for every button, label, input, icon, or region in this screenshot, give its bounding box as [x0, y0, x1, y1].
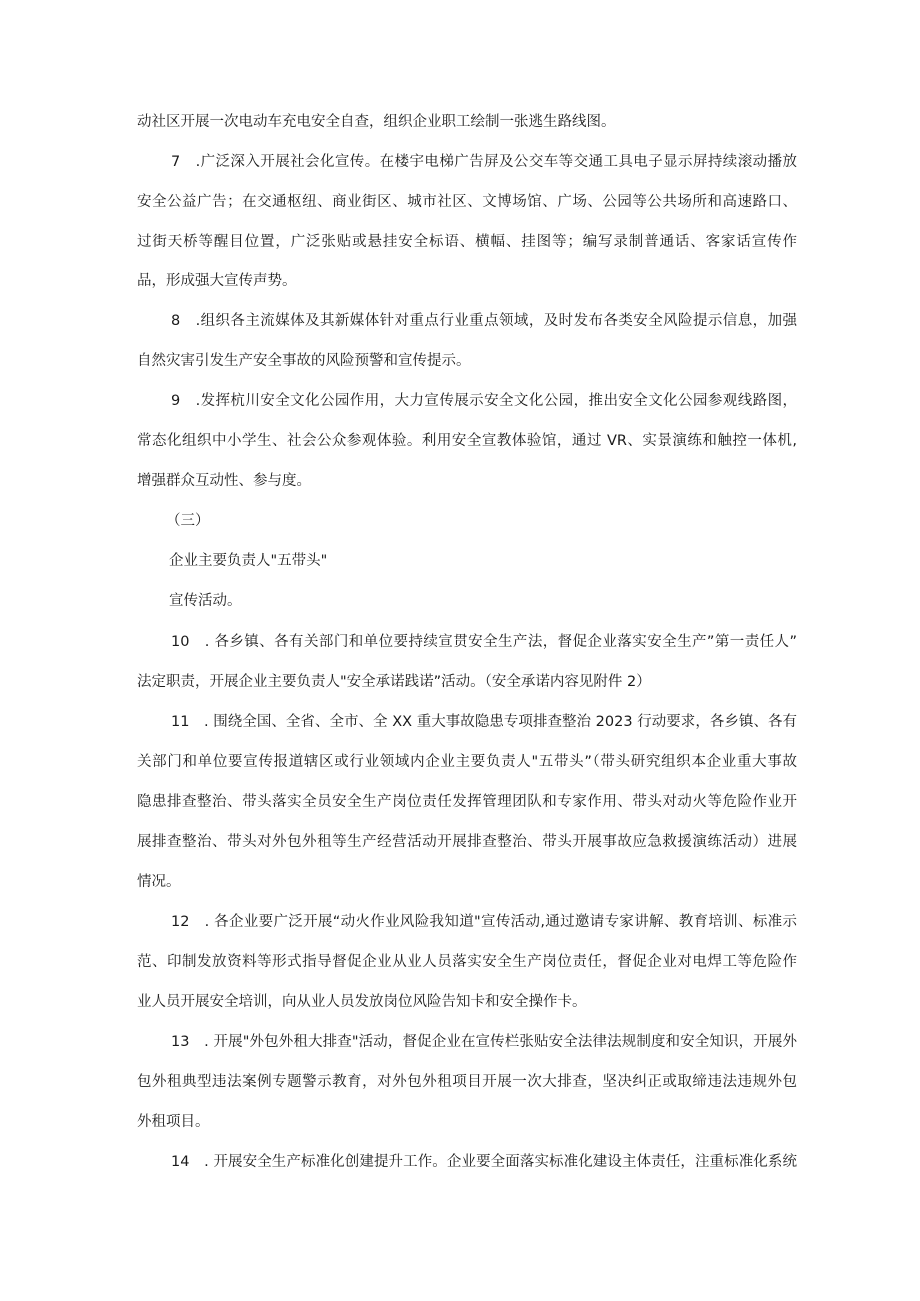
paragraph-11-line-5: 情况。 — [137, 874, 181, 890]
paragraph-12-line-1: 12 . 各企业要广泛开展“动火作业风险我知道"宣传活动,通过邀请专家讲解、教育培训、标准示 — [171, 914, 797, 930]
section-subtitle: 宣传活动。 — [169, 593, 242, 609]
paragraph-11-line-4: 展排查整治、带头对外包外租等生产经营活动开展排查整治、带头开展事故应急救援演练活动）进展 — [137, 834, 797, 850]
paragraph-10-line-1: 10 . 各乡镇、各有关部门和单位要持续宣贯安全生产法，督促企业落实安全生产”第一责任人” — [171, 634, 797, 650]
paragraph-13-line-1: 13 . 开展"外包外租大排查"活动，督促企业在宣传栏张贴安全法律法规制度和安全知识，开展外 — [171, 1034, 797, 1050]
paragraph-7-line-2: 安全公益广告；在交通枢纽、商业街区、城市社区、文博场馆、广场、公园等公共场所和高速路口、 — [137, 194, 797, 210]
paragraph-6-line-end: 动社区开展一次电动车充电安全自查，组织企业职工绘制一张逃生路线图。 — [137, 114, 616, 130]
paragraph-7-line-3: 过街天桥等醒目位置，广泛张贴或悬挂安全标语、横幅、挂图等；编写录制普通话、客家话宣传作 — [137, 234, 797, 250]
section-title: 企业主要负责人"五带头" — [169, 553, 328, 569]
paragraph-11-line-1: 11 . 围绕全国、全省、全市、全 XX 重大事故隐患专项排查整治 2023 行动要求，各乡镇、各有 — [171, 714, 797, 730]
section-number: （三） — [166, 513, 210, 529]
paragraph-13-line-2: 包外租典型违法案例专题警示教育，对外包外租项目开展一次大排查，坚决纠正或取缔违法违规外包 — [137, 1074, 797, 1090]
paragraph-9-line-2: 常态化组织中小学生、社会公众参观体验。利用安全宣教体验馆，通过 VR、实景演练和触控一体机, — [137, 433, 797, 449]
paragraph-13-line-3: 外租项目。 — [137, 1114, 210, 1130]
paragraph-9-line-3: 增强群众互动性、参与度。 — [137, 473, 311, 489]
paragraph-14-line-1: 14 . 开展安全生产标准化创建提升工作。企业要全面落实标准化建设主体责任，注重标准化系统 — [171, 1154, 797, 1170]
paragraph-7-line-1: 7 .广泛深入开展社会化宣传。在楼宇电梯广告屏及公交车等交通工具电子显示屏持续滚动播放 — [171, 154, 797, 170]
paragraph-12-line-2: 范、印制发放资料等形式指导督促企业从业人员落实安全生产岗位责任，督促企业对电焊工等危险作 — [137, 954, 797, 970]
paragraph-11-line-3: 隐患排查整治、带头落实全员安全生产岗位责任发挥管理团队和专家作用、带头对动火等危险作业开 — [137, 794, 797, 810]
paragraph-7-line-4: 品，形成强大宣传声势。 — [137, 273, 297, 289]
paragraph-8-line-2: 自然灾害引发生产安全事故的风险预警和宣传提示。 — [137, 353, 471, 369]
paragraph-8-line-1: 8 .组织各主流媒体及其新媒体针对重点行业重点领域，及时发布各类安全风险提示信息，加强 — [171, 313, 797, 329]
paragraph-11-line-2: 关部门和单位要宣传报道辖区或行业领域内企业主要负责人"五带头”（带头研究组织本企业重大事故 — [137, 754, 797, 770]
paragraph-12-line-3: 业人员开展安全培训，向从业人员发放岗位风险告知卡和安全操作卡。 — [137, 994, 587, 1010]
paragraph-9-line-1: 9 .发挥杭川安全文化公园作用，大力宣传展示安全文化公园，推出安全文化公园参观线路图， — [171, 393, 797, 409]
paragraph-10-line-2: 法定职责，开展企业主要负责人"安全承诺践诺”活动。（安全承诺内容见附件 2） — [137, 674, 651, 690]
